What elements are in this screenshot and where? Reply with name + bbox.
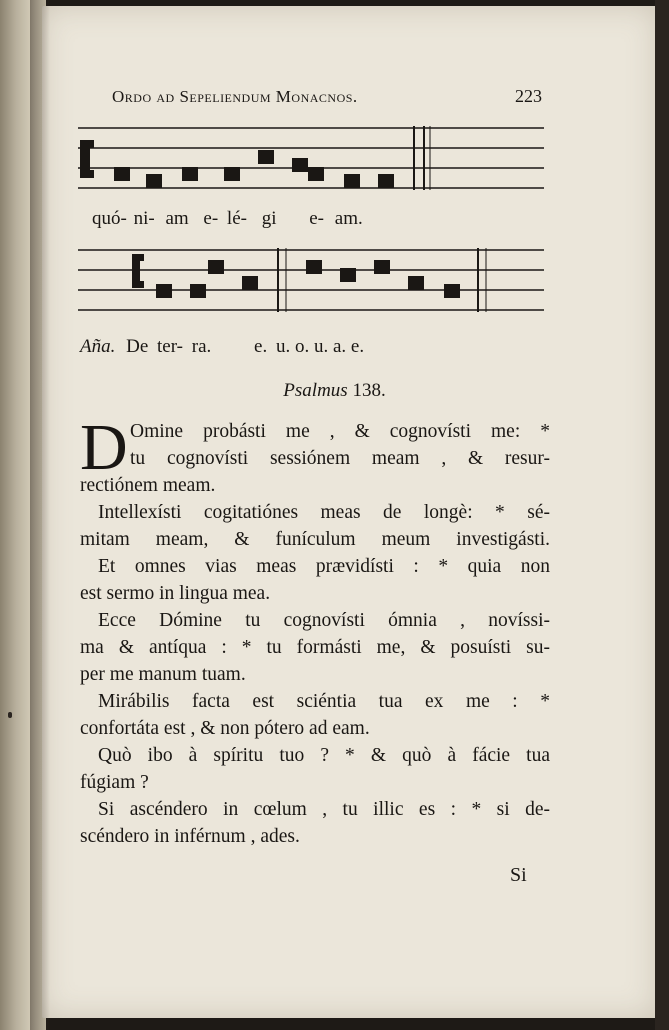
- psalm-line: mitam meam, & funículum meum investigásti.: [80, 529, 550, 550]
- chant-neumes-2: [156, 260, 460, 298]
- drop-cap: D: [80, 411, 128, 484]
- running-head-title: Ordo ad Sepeliendum Monacnos.: [112, 87, 358, 106]
- psalm-line: fúgiam ?: [80, 772, 149, 793]
- chant-clef-1: [80, 140, 94, 178]
- chant-staff-2: [78, 240, 544, 320]
- chant-lyrics-2: Aña. De ter- ra. e. u. o. u. a. e.: [80, 336, 365, 357]
- psalm-line: confortáta est , & non pótero ad eam.: [80, 718, 370, 739]
- psalm-line: scéndero in inférnum , ades.: [80, 826, 300, 847]
- psalm-text: [80, 411, 550, 850]
- psalm-line: est sermo in lingua mea.: [80, 583, 271, 604]
- chant-staff-1: [78, 118, 544, 198]
- chant-lyrics-1: quó- ni- am e- lé- gi e- am.: [92, 208, 363, 229]
- antiphon-label: Aña.: [80, 336, 116, 357]
- background-edge: [655, 0, 669, 1030]
- psalm-heading: Psalmus 138.: [283, 380, 386, 401]
- psalm-line: Ecce Dómine tu cognovísti ómnia , novíssi-: [98, 610, 550, 631]
- psalm-line: Mirábilis facta est sciéntia tua ex me : *: [98, 691, 550, 712]
- running-head: [112, 86, 542, 110]
- psalm-line: tu cognovísti sessiónem meam , & resur-: [130, 448, 550, 469]
- psalm-line: Intellexísti cogitatiónes meas de longè: * sé-: [98, 502, 550, 523]
- page-gutter-shadow: [30, 0, 50, 1030]
- psalm-line: per me manum tuam.: [80, 664, 246, 685]
- psalm-line: rectiónem meam.: [80, 475, 216, 496]
- catchword: Si: [510, 864, 527, 886]
- page-number: 223: [515, 86, 542, 106]
- psalm-line: Et omnes vias meas prævidísti : * quia non: [98, 556, 550, 577]
- psalm-line: Si ascéndero in cœlum , tu illic es : * si de-: [98, 799, 550, 820]
- chant-neumes-1: [114, 150, 394, 188]
- psalm-line: ma & antíqua : * tu formásti me, & posuísti su-: [80, 637, 550, 658]
- psalm-line: Quò ibo à spíritu tuo ? * & quò à fácie tua: [98, 745, 550, 766]
- psalm-line: Omine probásti me , & cognovísti me: *: [130, 421, 550, 442]
- chant-clef-2: [132, 254, 144, 288]
- margin-mark: [8, 712, 12, 718]
